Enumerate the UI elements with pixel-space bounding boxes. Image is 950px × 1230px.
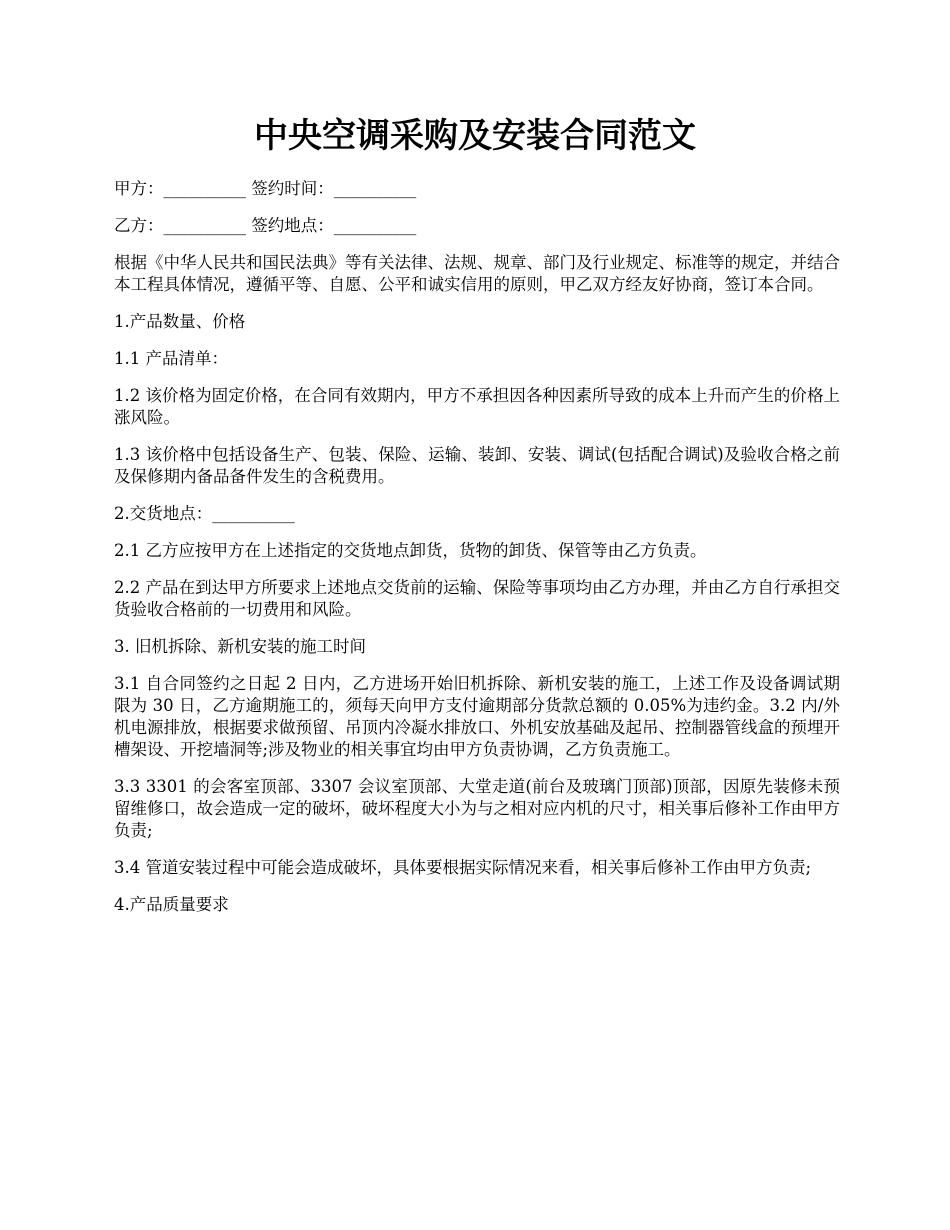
preamble-paragraph: 根据《中华人民共和国民法典》等有关法律、法规、规章、部门及行业规定、标准等的规定，并结合本工程具体情况，遵循平等、自愿、公平和诚实信用的原则，甲乙双方经友好协商，签订本合同。	[114, 253, 840, 294]
document-body	[114, 178, 840, 931]
clause-3-4: 3.4 管道安装过程中可能会造成破坏，具体要根据实际情况来看，相关事后修补工作由甲方负责;	[114, 858, 812, 877]
section-3-heading: 3. 旧机拆除、新机安装的施工时间	[114, 637, 366, 656]
clause-2-2: 2.2 产品在到达甲方所要求上述地点交货前的运输、保险等事项均由乙方办理，并由乙方自行承担交货验收合格前的一切费用和风险。	[114, 578, 840, 619]
section-4-heading: 4.产品质量要求	[114, 895, 229, 914]
document-title: 中央空调采购及安装合同范文	[254, 116, 696, 156]
clause-1-1: 1.1 产品清单：	[114, 349, 228, 368]
clause-3-1: 3.1 自合同签约之日起 2 日内，乙方进场开始旧机拆除、新机安装的施工，上述工作及设备调试期限为 30 日，乙方逾期施工的，须每天向甲方支付逾期部分货款总额的 0.05%为违约金。3.2 内/外机电源排放，根据要求做预留、吊顶内冷凝水排放口、外机安放基础及起吊、控制器管线盒的预埋开槽架设、开挖墙洞等;涉及物业的相关事宜均由甲方负责协调，乙方负责施工。	[114, 674, 840, 759]
section-2-heading: 2.交货地点：__________	[114, 504, 295, 523]
section-1-heading: 1.产品数量、价格	[114, 312, 246, 331]
clause-2-1: 2.1 乙方应按甲方在上述指定的交货地点卸货，货物的卸货、保管等由乙方负责。	[114, 541, 707, 560]
clause-1-3: 1.3 该价格中包括设备生产、包装、保险、运输、装卸、安装、调试(包括配合调试)及验收合格之前及保修期内备品备件发生的含税费用。	[114, 445, 840, 486]
party-b-line: 乙方：__________ 签约地点：__________	[114, 216, 417, 235]
party-a-line: 甲方：__________ 签约时间：__________	[114, 179, 417, 198]
clause-3-3: 3.3 3301 的会客室顶部、3307 会议室顶部、大堂走道(前台及玻璃门顶部)顶部，因原先装修未预留维修口，故会造成一定的破坏，破坏程度大小为与之相对应内机的尺寸，相关事后修补工作由甲方负责;	[114, 777, 840, 840]
clause-1-2: 1.2 该价格为固定价格，在合同有效期内，甲方不承担因各种因素所导致的成本上升而产生的价格上涨风险。	[114, 386, 840, 427]
